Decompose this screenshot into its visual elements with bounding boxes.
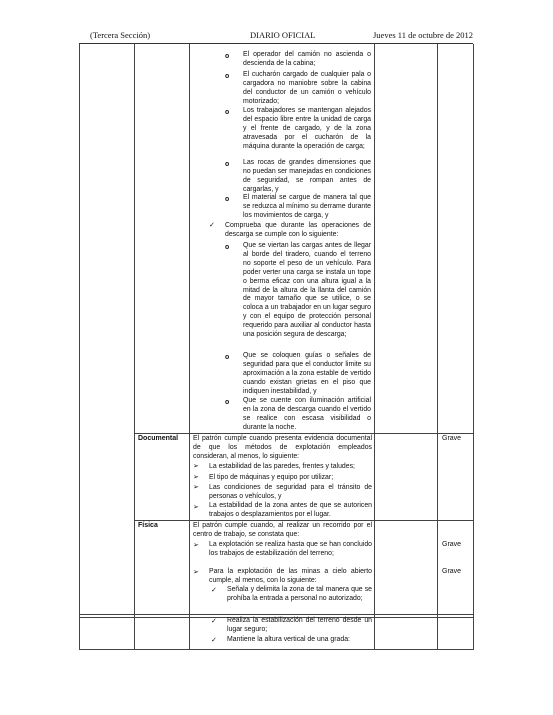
row-divider-fisica <box>134 520 474 521</box>
bullet-circle: o <box>225 161 230 168</box>
table-col-divider-2 <box>189 44 190 649</box>
check-icon: ✓ <box>211 587 217 594</box>
row-divider-bottom-a <box>79 614 474 615</box>
header-date: Jueves 11 de octubre de 2012 <box>372 30 473 40</box>
list-item: El operador del camión no ascienda o descienda de la cabina; <box>243 51 371 67</box>
row-intro-documental: El patrón cumple cuando presenta evidencia documental de que los métodos de explotación empleados consideran, al menos, lo siguiente: <box>193 435 372 460</box>
list-item: El material se cargue de manera tal que se reduzca al mínimo su derrame durante los movimientos de carga, y <box>243 194 371 219</box>
table-border-left <box>79 44 80 649</box>
list-item: Las rocas de grandes dimensiones que no puedan ser manejadas en condiciones de seguridad, se rompan antes de cargarlas, y <box>243 159 371 193</box>
list-item: Los trabajadores se mantengan alejados del espacio libre entre la unidad de carga y el frente de cargado, y de la zona atravesada por el cucharón de la máquina durante la operación de carga; <box>243 107 371 150</box>
check-icon: ✓ <box>211 618 217 625</box>
check-icon: ✓ <box>211 637 217 644</box>
table-col-divider-4 <box>437 44 438 649</box>
check-item-text: Realiza la estabilización del terreno desde un lugar seguro; <box>227 617 372 633</box>
list-item: Que se cuente con iluminación artificial en la zona de descarga cuando el vertido se realice con escasa visibilidad o durante la noche. <box>243 397 371 431</box>
arrow-bullet-icon: ➢ <box>193 474 199 481</box>
page-header <box>80 30 473 44</box>
list-item: Las condiciones de seguridad para el tránsito de personas o vehículos, y <box>209 484 372 500</box>
severity-documental: Grave <box>442 435 462 442</box>
bullet-circle: o <box>225 244 230 251</box>
list-item: La estabilidad de la zona antes de que se autoricen trabajos o desplazamientos por el lugar. <box>209 502 372 518</box>
check-item-text: Comprueba que durante las operaciones de descarga se cumple con lo siguiente: <box>225 222 371 238</box>
list-item: Para la explotación de las minas a cielo abierto cumple, al menos, con lo siguiente: <box>209 568 372 584</box>
table-border-right <box>473 44 474 649</box>
list-item: La explotación se realiza hasta que se han concluido los trabajos de estabilización del terreno; <box>209 541 372 557</box>
list-item: La estabilidad de las paredes, frentes y taludes; <box>209 463 355 470</box>
arrow-bullet-icon: ➢ <box>193 569 199 576</box>
header-rule <box>79 43 473 44</box>
severity-fisica-2: Grave <box>442 568 462 575</box>
row-divider-documental <box>134 433 474 434</box>
bullet-circle: o <box>225 73 230 80</box>
list-item: El cucharón cargado de cualquier pala o cargadora no maniobre sobre la cabina del conductor de un camión o vehículo motorizado; <box>243 71 371 105</box>
arrow-bullet-icon: ➢ <box>193 484 199 491</box>
bullet-circle: o <box>225 354 230 361</box>
check-item-text: Señala y delimita la zona de tal manera que se prohíba la entrada a personal no autorizado; <box>227 586 372 602</box>
table-bottom-border <box>79 649 474 650</box>
row-label-fisica: Física <box>138 522 158 529</box>
table-col-divider-1 <box>134 44 135 649</box>
list-item: Que se viertan las cargas antes de llegar al borde del tiradero, cuando el terreno no soporte el peso de un vehículo. Para poder verter una carga se instala un tope o berma eficaz con una altura igual a la mitad de la altura de la llanta del camión de mayor tamaño que se utilice, o se coloca a un trabajador en un lugar seguro y con el equipo de protección personal requerido para auxiliar al conductor hasta una posición segura de descarga; <box>243 242 371 339</box>
bullet-circle: o <box>225 399 230 406</box>
check-item-text: Mantiene la altura vertical de una grada: <box>227 636 350 643</box>
list-item: Que se coloquen guías o señales de seguridad para que el conductor limite su aproximación a la zona estable de vertido cuando existan grietas en el piso que indiquen inestabilidad, y <box>243 352 371 395</box>
row-intro-fisica: El patrón cumple cuando, al realizar un recorrido por el centro de trabajo, se constata que: <box>193 522 372 538</box>
arrow-bullet-icon: ➢ <box>193 463 199 470</box>
check-icon: ✓ <box>209 222 215 229</box>
arrow-bullet-icon: ➢ <box>193 542 199 549</box>
bullet-circle: o <box>225 109 230 116</box>
arrow-bullet-icon: ➢ <box>193 504 199 511</box>
row-label-documental: Documental <box>138 435 179 442</box>
list-item: El tipo de máquinas y equipo por utilizar; <box>209 474 334 481</box>
header-section: (Tercera Sección) <box>90 30 151 40</box>
bullet-circle: o <box>225 53 230 60</box>
severity-fisica-1: Grave <box>442 541 462 548</box>
header-publication: DIARIO OFICIAL <box>250 30 316 40</box>
bullet-circle: o <box>225 196 230 203</box>
table-col-divider-3 <box>374 44 375 649</box>
